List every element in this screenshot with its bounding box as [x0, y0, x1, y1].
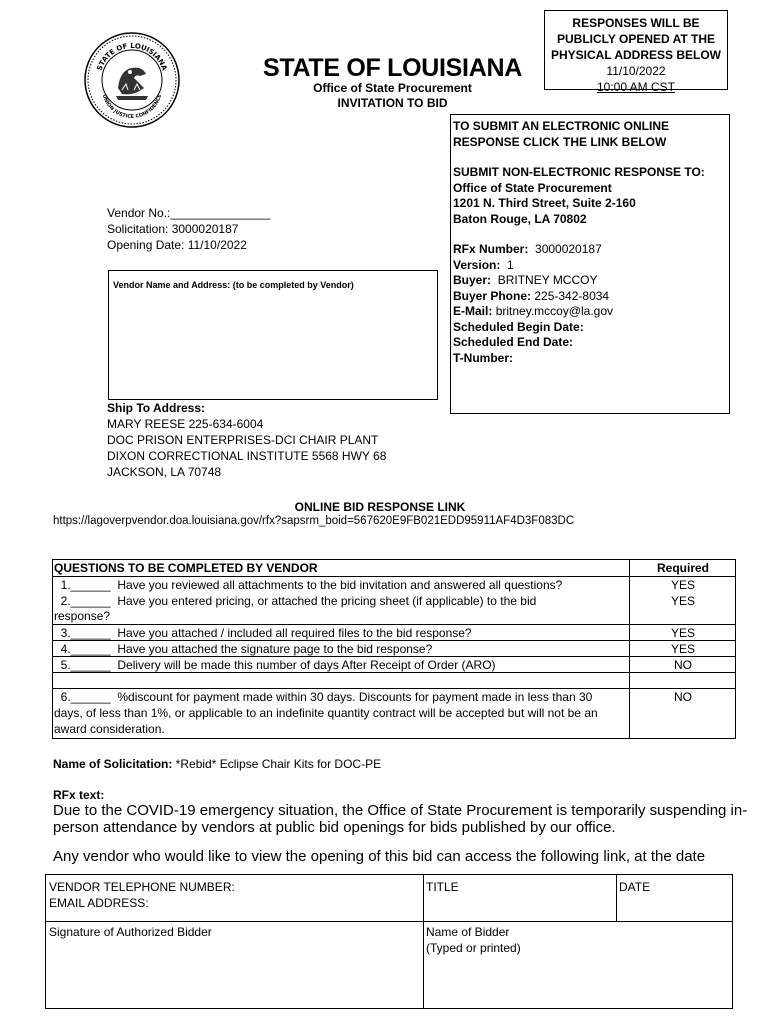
required-3: YES	[670, 626, 695, 640]
online-submit-line-1: TO SUBMIT AN ELECTRONIC ONLINE	[453, 119, 669, 133]
ship-to-address	[107, 400, 386, 480]
required-2: YES	[670, 594, 695, 608]
t-number-label: T-Number:	[453, 350, 513, 365]
bidder-name-field[interactable]: Name of Bidder	[426, 925, 510, 939]
signature-field[interactable]: Signature of Authorized Bidder	[49, 925, 212, 939]
svg-text:UNION JUSTICE CONFIDENCE: UNION JUSTICE CONFIDENCE	[100, 93, 164, 121]
page-title: STATE OF LOUISIANA	[263, 54, 522, 82]
ship-to-line-4: JACKSON, LA 70748	[107, 465, 222, 479]
solicitation-number: Solicitation: 3000020187	[107, 222, 239, 236]
online-link-heading: ONLINE BID RESPONSE LINK	[294, 500, 466, 514]
opening-line-1: RESPONSES WILL BE	[572, 16, 700, 30]
vendor-name-address-box[interactable]	[108, 270, 438, 400]
required-6: NO	[674, 690, 692, 704]
address-line-1: Office of State Procurement	[453, 180, 612, 195]
question-6: 6.______ %discount for payment made within 30 days. Discounts for payment made in less than 30	[54, 690, 593, 704]
vendor-info	[107, 205, 270, 253]
svg-text:STATE OF LOUISIANA: STATE OF LOUISIANA	[95, 41, 169, 72]
vendor-number-field[interactable]: Vendor No.:_______________	[107, 206, 271, 220]
solicitation-name: Name of Solicitation: *Rebid* Eclipse Chair Kits for DOC-PE	[53, 757, 382, 771]
email-address-field[interactable]: EMAIL ADDRESS:	[49, 896, 149, 910]
end-date-label: Scheduled End Date:	[453, 335, 574, 349]
opening-line-3: PHYSICAL ADDRESS BELOW	[550, 48, 721, 62]
question-6-cont-1: days, of less than 1%, or applicable to an indefinite quantity contract will be accepted but will not be an	[54, 706, 598, 720]
address-line-3: Baton Rouge, LA 70802	[453, 211, 587, 226]
public-opening-box	[544, 10, 728, 94]
online-bid-link[interactable]: https://lagoverpvendor.doa.louisiana.gov/rfx?sapsrm_boid=567620E9FB021EDD95911AF4D3F083DC	[53, 515, 575, 527]
state-seal	[82, 30, 182, 130]
opening-time: 10:00 AM CST	[596, 80, 676, 94]
rfx-number-row: RFx Number: 3000020187	[453, 242, 602, 256]
document-type: INVITATION TO BID	[337, 96, 448, 110]
required-header: Required	[656, 561, 709, 575]
required-4: YES	[670, 642, 695, 656]
question-1: 1.______ Have you reviewed all attachments to the bid invitation and answered all questions?	[54, 578, 563, 592]
office-name: Office of State Procurement	[313, 81, 472, 95]
submission-info-box	[450, 114, 730, 414]
opening-date: 11/10/2022	[606, 64, 666, 78]
question-2-cont: response?	[54, 609, 111, 623]
ship-to-line-2: DOC PRISON ENTERPRISES-DCI CHAIR PLANT	[107, 433, 379, 447]
rfx-text-label: RFx text:	[53, 788, 105, 802]
version-row: Version: 1	[453, 257, 514, 272]
bidder-name-note: (Typed or printed)	[426, 941, 521, 955]
buyer-email-link[interactable]: britney.mccoy@la.gov	[495, 304, 614, 318]
required-5: NO	[674, 658, 692, 672]
online-submit-line-2: RESPONSE CLICK THE LINK BELOW	[453, 134, 667, 149]
begin-date-label: Scheduled Begin Date:	[453, 319, 584, 334]
vendor-questions-table	[52, 559, 736, 739]
vendor-phone-field[interactable]: VENDOR TELEPHONE NUMBER:	[49, 880, 235, 894]
opening-line-2: PUBLICLY OPENED AT THE	[556, 32, 716, 46]
buyer-phone-row: Buyer Phone: 225-342-8034	[453, 288, 610, 303]
question-5: 5.______ Delivery will be made this number of days After Receipt of Order (ARO)	[54, 658, 496, 672]
question-4: 4.______ Have you attached the signature page to the bid response?	[54, 642, 433, 656]
question-2: 2.______ Have you entered pricing, or attached the pricing sheet (if applicable) to the bid	[54, 594, 537, 608]
buyer-row: Buyer: BRITNEY MCCOY	[453, 273, 598, 287]
question-6-cont-2: award consideration.	[54, 722, 165, 736]
ship-to-label: Ship To Address:	[107, 401, 206, 415]
email-row: E-Mail: britney.mccoy@la.gov	[453, 304, 614, 318]
rfx-text-paragraph-1: Due to the COVID-19 emergency situation, the Office of State Procurement is temporarily suspending in-person attendance by vendors at public bid openings for bids published by our office.	[53, 802, 748, 836]
required-1: YES	[670, 578, 695, 592]
title-field[interactable]: TITLE	[426, 880, 459, 894]
opening-date-text: Opening Date: 11/10/2022	[107, 238, 247, 252]
ship-to-line-1: MARY REESE 225-634-6004	[107, 417, 264, 431]
ship-to-line-3: DIXON CORRECTIONAL INSTITUTE 5568 HWY 68	[107, 449, 387, 463]
vendor-box-label: Vendor Name and Address: (to be completed by Vendor)	[113, 280, 354, 290]
rfx-text-paragraph-2: Any vendor who would like to view the opening of this bid can access the following link, at the date	[53, 848, 706, 865]
question-3: 3.______ Have you attached / included all required files to the bid response?	[54, 626, 472, 640]
questions-header: QUESTIONS TO BE COMPLETED BY VENDOR	[54, 561, 318, 575]
signature-table	[45, 874, 733, 1009]
nonelectronic-heading: SUBMIT NON-ELECTRONIC RESPONSE TO:	[453, 165, 705, 179]
address-line-2: 1201 N. Third Street, Suite 2-160	[453, 196, 636, 210]
date-field[interactable]: DATE	[619, 880, 651, 894]
